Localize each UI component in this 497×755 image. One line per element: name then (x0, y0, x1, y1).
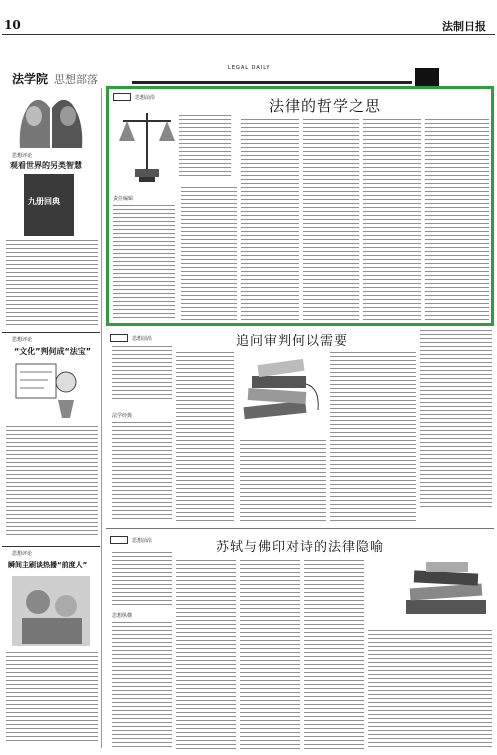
article-3-col-b (176, 560, 236, 750)
article-2-col-d (330, 352, 416, 522)
article-3-col-d (304, 560, 364, 750)
sidebar-title-1: 观看世界的另类智慧 (10, 161, 82, 170)
article-2-col-b (176, 352, 234, 522)
sidebar-tag-1: 思想评论 (12, 153, 33, 159)
article-1-title: 法律的哲学之思 (269, 97, 382, 115)
stacked-books-illustration (404, 560, 490, 624)
article-2: 思想前沿 追问审判何以需要 (106, 330, 416, 430)
masthead-english: LEGAL DAILY (228, 65, 271, 71)
sidebar-column-rule (101, 88, 102, 748)
article-2-intro (112, 346, 172, 402)
sidebar-tag-2: 思想评论 (12, 337, 33, 343)
article-3-col-c (240, 560, 300, 750)
scales-illustration (117, 107, 177, 183)
article-3: 思想前沿 苏轼与佛印对诗的法律隐喻 (106, 532, 494, 562)
article-1-col-e (363, 119, 421, 321)
books-illustration (240, 354, 326, 434)
article-2-col-c (240, 440, 326, 522)
article-1-box: 思想前沿 法律的哲学之思 责任编辑 (106, 86, 494, 326)
section-subtitle: 思想部落 (54, 73, 98, 86)
sidebar-photo (12, 576, 90, 646)
book-label: 九册回典 (28, 197, 60, 206)
section-mark-box (415, 68, 439, 86)
article-3-intro (112, 552, 172, 606)
section-header (2, 68, 495, 86)
sidebar-text-3 (6, 652, 98, 744)
article-1-col-b (181, 187, 237, 321)
masthead-top-rule (2, 34, 495, 35)
sidebar-text-1 (6, 240, 98, 326)
masthead-paper-name: 法制日报 (442, 20, 486, 33)
article-divider (106, 528, 494, 529)
article-1-col-f (425, 119, 489, 321)
right-column-text (420, 330, 492, 510)
article-3-sub-tag: 思想纵横 (112, 613, 133, 619)
article-3-col-e (368, 630, 492, 750)
portrait-illustration (10, 90, 92, 150)
article-1-col-d (303, 119, 359, 321)
section-name: 法学院 (12, 72, 49, 86)
article-1-col-a (113, 205, 175, 321)
sidebar-divider-2 (2, 546, 100, 547)
article-2-title: 追问审判何以需要 (236, 334, 349, 349)
article-1-col-c (241, 119, 299, 321)
sidebar-divider-1 (2, 332, 100, 333)
sidebar-title-2: “文化”判何成“法宝” (14, 347, 92, 356)
section-bar (132, 81, 412, 84)
sidebar-text-2 (6, 426, 98, 536)
sidebar-title-3: 瞬间主刷谈热播“前度人” (8, 561, 88, 569)
article-1-intro (179, 115, 231, 179)
article-3-title: 苏轼与佛印对诗的法律隐喻 (216, 540, 385, 555)
article-2-col-a (112, 422, 172, 522)
sidebar-tag-3: 思想评论 (12, 551, 33, 557)
masthead (0, 0, 497, 72)
cartoon-illustration (14, 360, 88, 420)
article-1-sub-tag: 责任编辑 (113, 196, 134, 202)
article-3-col-a (112, 622, 172, 750)
article-2-sub-tag: 法学经典 (112, 413, 133, 419)
book-cover (24, 174, 74, 236)
page-number: 10 (4, 18, 21, 32)
left-sidebar (2, 88, 100, 748)
